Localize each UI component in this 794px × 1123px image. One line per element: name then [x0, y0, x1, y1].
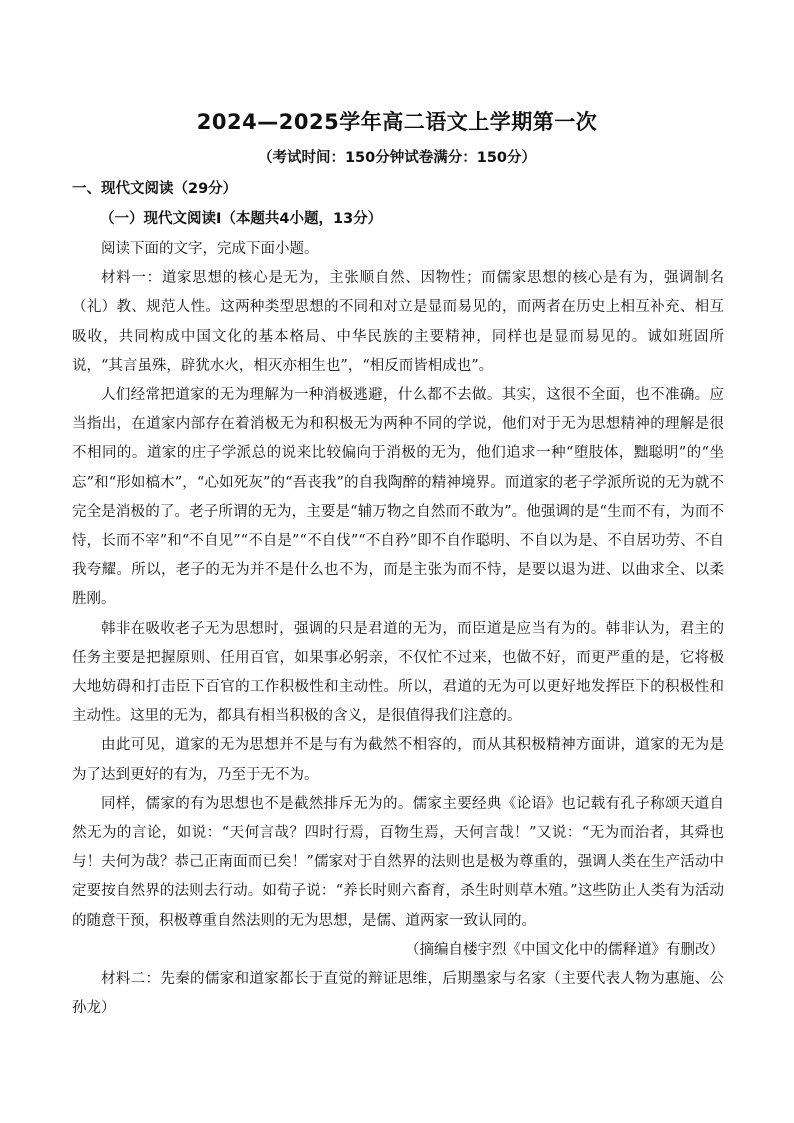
reading-passage	[72, 235, 724, 1023]
material-two-paragraph: 材料二：先秦的儒家和道家都长于直觉的辩证思维，后期墨家与名家（主要代表人物为惠施、公孙龙）	[72, 971, 724, 1017]
passage-paragraph: 材料一：道家思想的核心是无为，主张顺自然、因物性；而儒家思想的核心是有为，强调制名（礼）教、规范人性。这两种类型思想的不同和对立是显而易见的，而两者在历史上相互补充、相互吸收，共同构成中国文化的基本格局、中华民族的主要精神，同样也是显而易见的。诚如班固所说，“其言虽殊，辟犹水火，相灭亦相生也”，“相反而皆相成也”。	[72, 270, 724, 374]
source-citation: （摘编自楼宇烈《中国文化中的儒释道》有删改）	[405, 941, 724, 958]
instruction-paragraph: 阅读下面的文字，完成下面小题。	[101, 241, 319, 257]
passage-paragraph: 同样，儒家的有为思想也不是截然排斥无为的。儒家主要经典《论语》也记载有孔子称颂天道自然无为的言论，如说：“天何言哉？四时行焉，百物生焉，天何言哉！”又说：“无为而治者，其舜也与！夫何为哉？恭己正南面而已矣！”儒家对于自然界的法则也是极为尊重的，强调人类在生产活动中定要按自然界的法则去行动。如荀子说：“养长时则六畜育，杀生时则草木殖。”这些防止人类有为活动的随意干预，积极尊重自然法则的无为思想，是儒、道两家一致认同的。	[72, 795, 724, 929]
subsection-heading: （一）现代文阅读Ⅰ（本题共4小题，13分）	[100, 211, 383, 227]
passage-paragraph: 由此可见，道家的无为思想并不是与有为截然不相容的，而从其积极精神方面讲，道家的无为是为了达到更好的有为，乃至于无不为。	[72, 737, 724, 783]
section-heading: 一、现代文阅读（29分）	[72, 181, 238, 197]
exam-title: 2024—2025学年高二语文上学期第一次	[196, 110, 598, 134]
passage-paragraph: 人们经常把道家的无为理解为一种消极逃避，什么都不去做。其实，这很不全面，也不准确。应当指出，在道家内部存在着消极无为和积极无为两种不同的学说，他们对于无为思想精神的理解是很不相同的。道家的庄子学派总的说来比较偏向于消极的无为，他们追求一种“堕肢体，黜聪明”的“坐忘”和“形如槁木”，“心如死灰”的“吾丧我”的自我陶醉的精神境界。而道家的老子学派所说的无为就不完全是消极的了。老子所谓的无为，主要是“辅万物之自然而不敢为”。他强调的是“生而不有，为而不恃，长而不宰”和“不自见”“不自是”“不自伐”“不自矜”即不自作聪明、不自以为是、不自居功劳、不自我夸耀。所以，老子的无为并不是什么也不为，而是主张为而不恃，是要以退为进、以曲求全、以柔胜刚。	[72, 387, 724, 608]
passage-paragraph: 韩非在吸收老子无为思想时，强调的只是君道的无为，而臣道是应当有为的。韩非认为，君主的任务主要是把握原则、任用百官，如果事必躬亲，不仅忙不过来，也做不好，而更严重的是，它将极大地妨碍和打击臣下百官的工作积极性和主动性。所以，君道的无为可以更好地发挥臣下的积极性和主动性。这里的无为，都具有相当积极的含义，是很值得我们注意的。	[72, 620, 724, 725]
exam-subtitle: （考试时间：150分钟试卷满分：150分）	[257, 150, 537, 166]
